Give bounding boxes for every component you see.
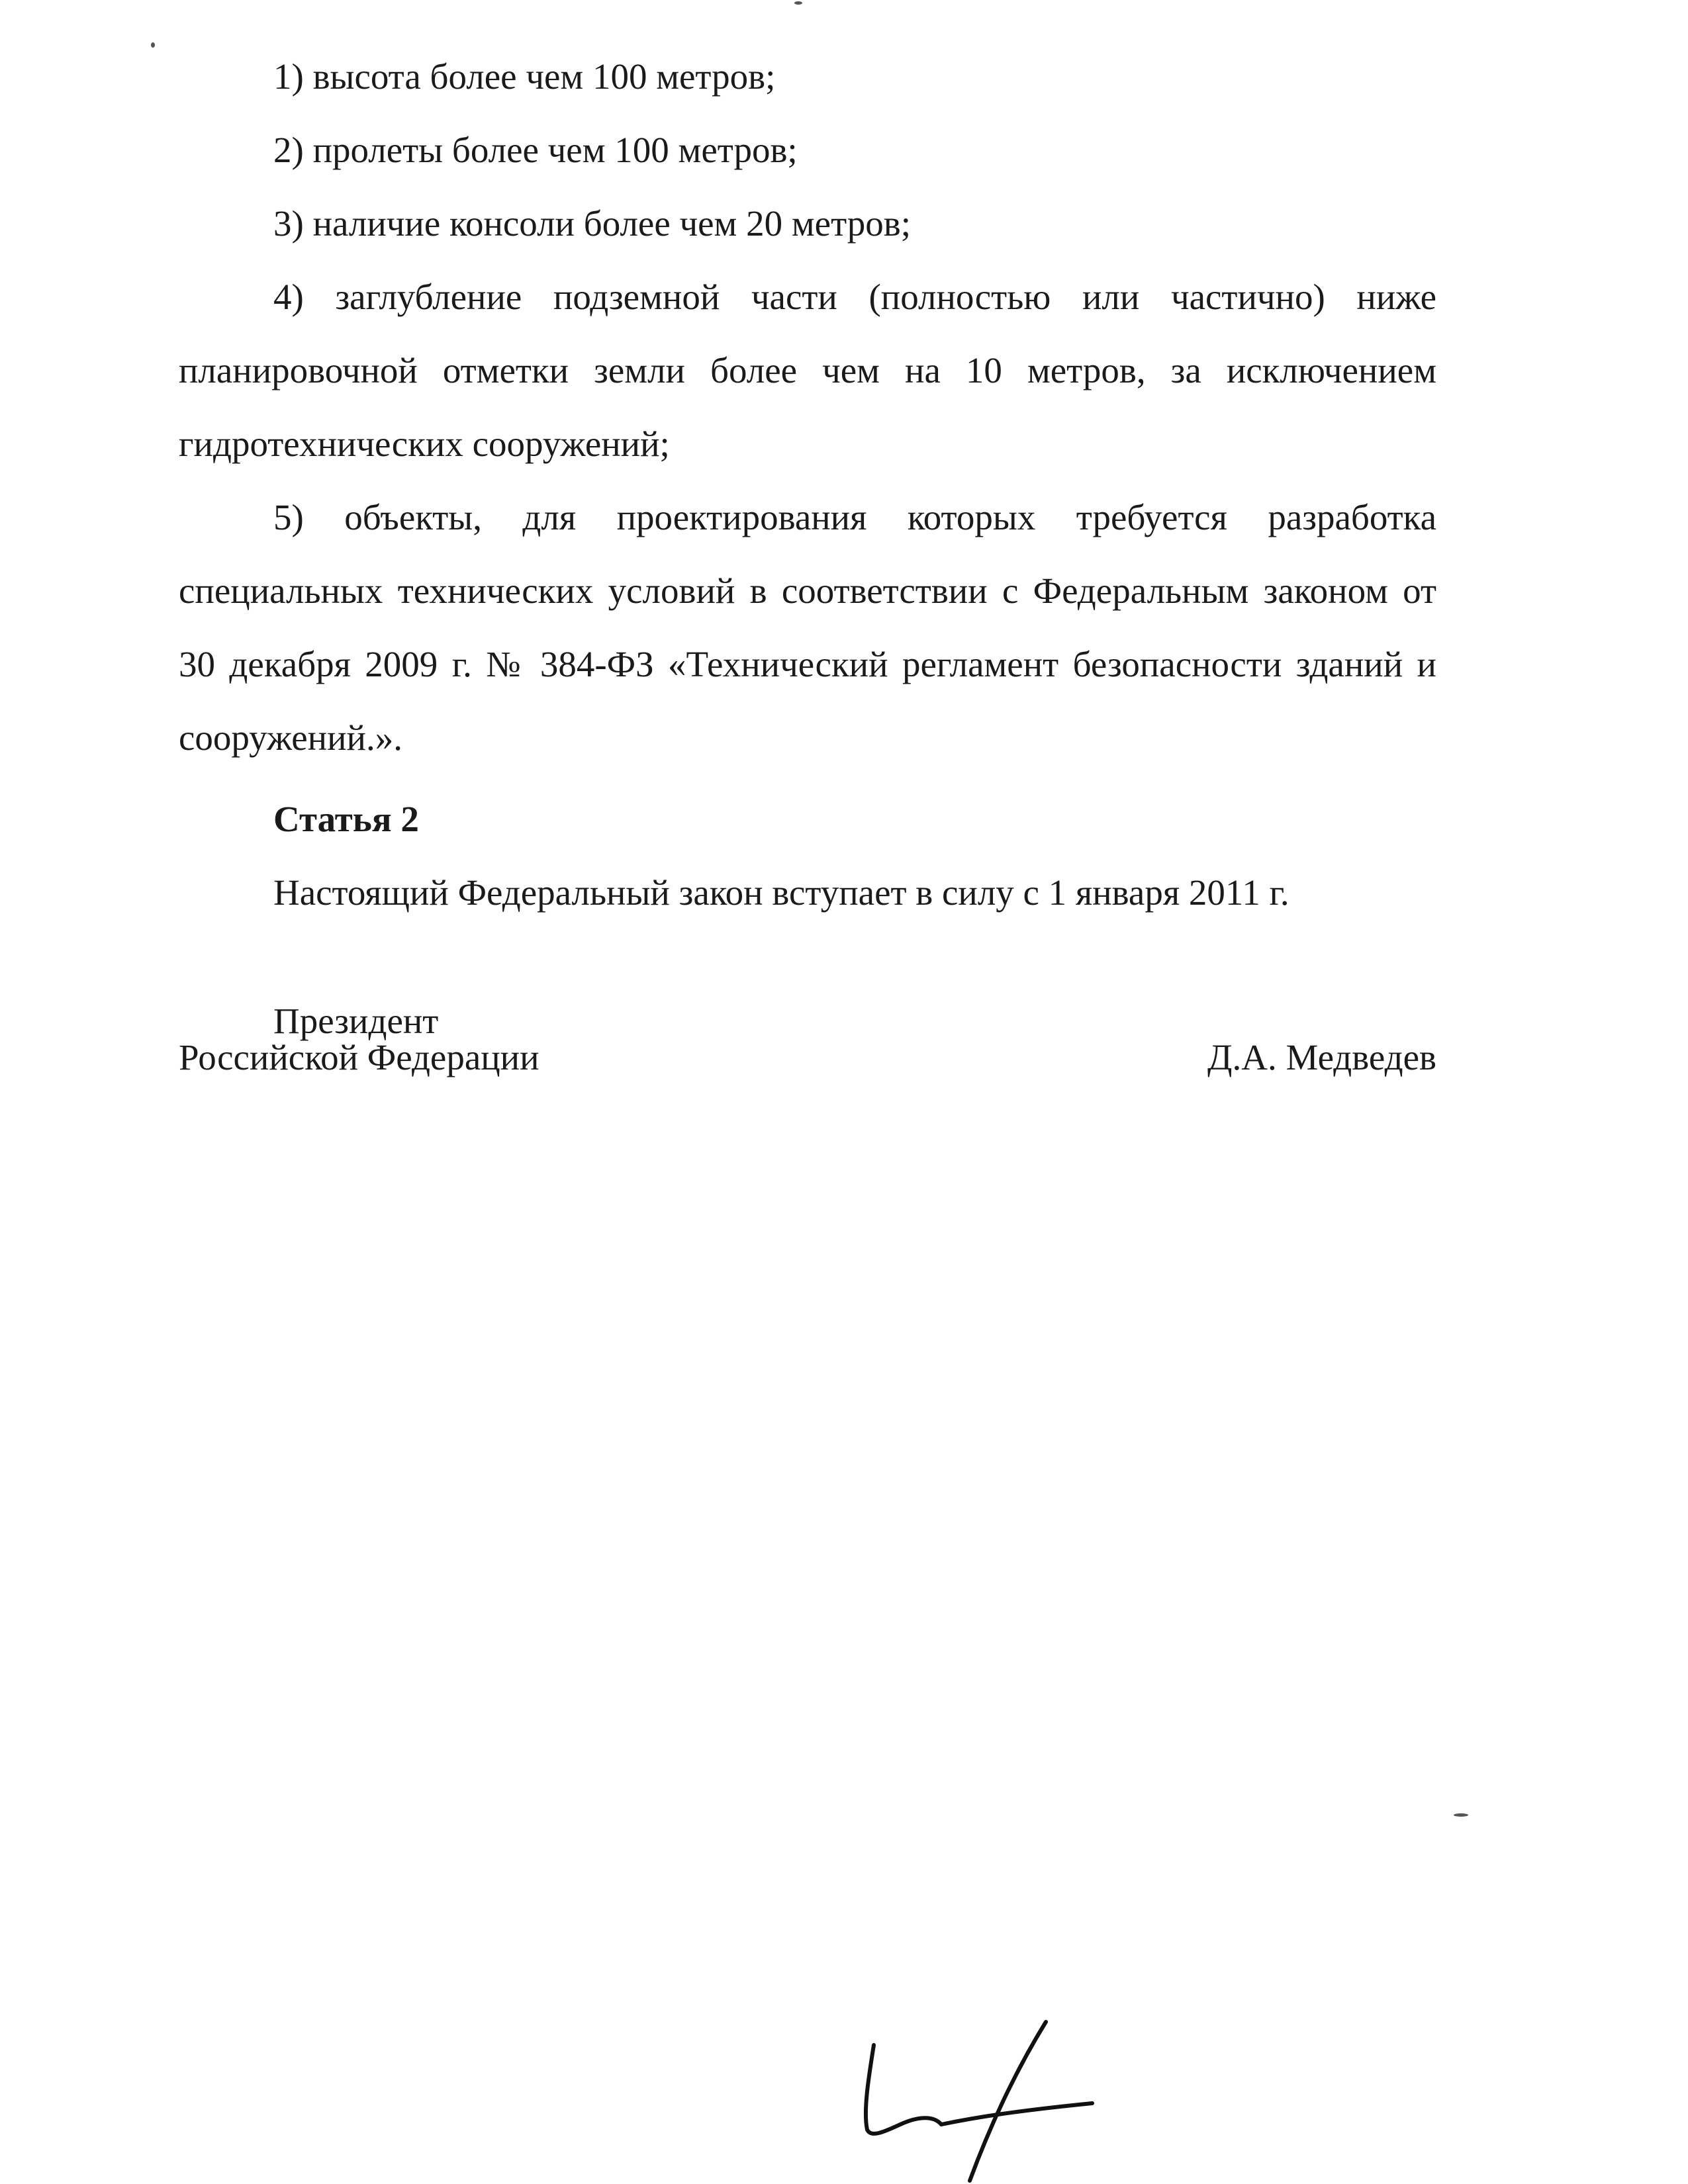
list-item: 2) пролеты более чем 100 метров; — [273, 130, 798, 170]
law-text — [179, 40, 1436, 929]
handwritten-signature — [854, 2019, 1119, 2184]
list-item: 3) наличие консоли более чем 20 метров; — [273, 203, 912, 244]
list-item: 1) высота более чем 100 метров; — [273, 56, 776, 97]
signatory-name: Д.А. Медведев — [1207, 1037, 1436, 1077]
signatory-title-line1: Президент — [273, 1001, 439, 1041]
signatory-title-line2: Российской Федерации — [179, 1037, 539, 1077]
scan-speck — [794, 1, 802, 5]
scan-speck — [1454, 1813, 1468, 1817]
list-item: 4) заглубление подземной части (полностью или частично) ниже планировочной отметки земли более чем на 10 метров, за исключением гидротехнических сооружений; — [179, 277, 1436, 464]
article-heading: Статья 2 — [273, 799, 419, 839]
list-item: 5) объекты, для проектирования которых требуется разработка специальных технических условий в соответствии с Федеральным законом от 30 декабря 2009 г. № 384-ФЗ «Технический регламент безопасности зданий и сооружений.». — [179, 497, 1436, 758]
scan-speck — [151, 42, 155, 48]
article-text: Настоящий Федеральный закон вступает в силу с 1 января 2011 г. — [273, 872, 1289, 913]
signatory-title — [179, 1003, 539, 1075]
